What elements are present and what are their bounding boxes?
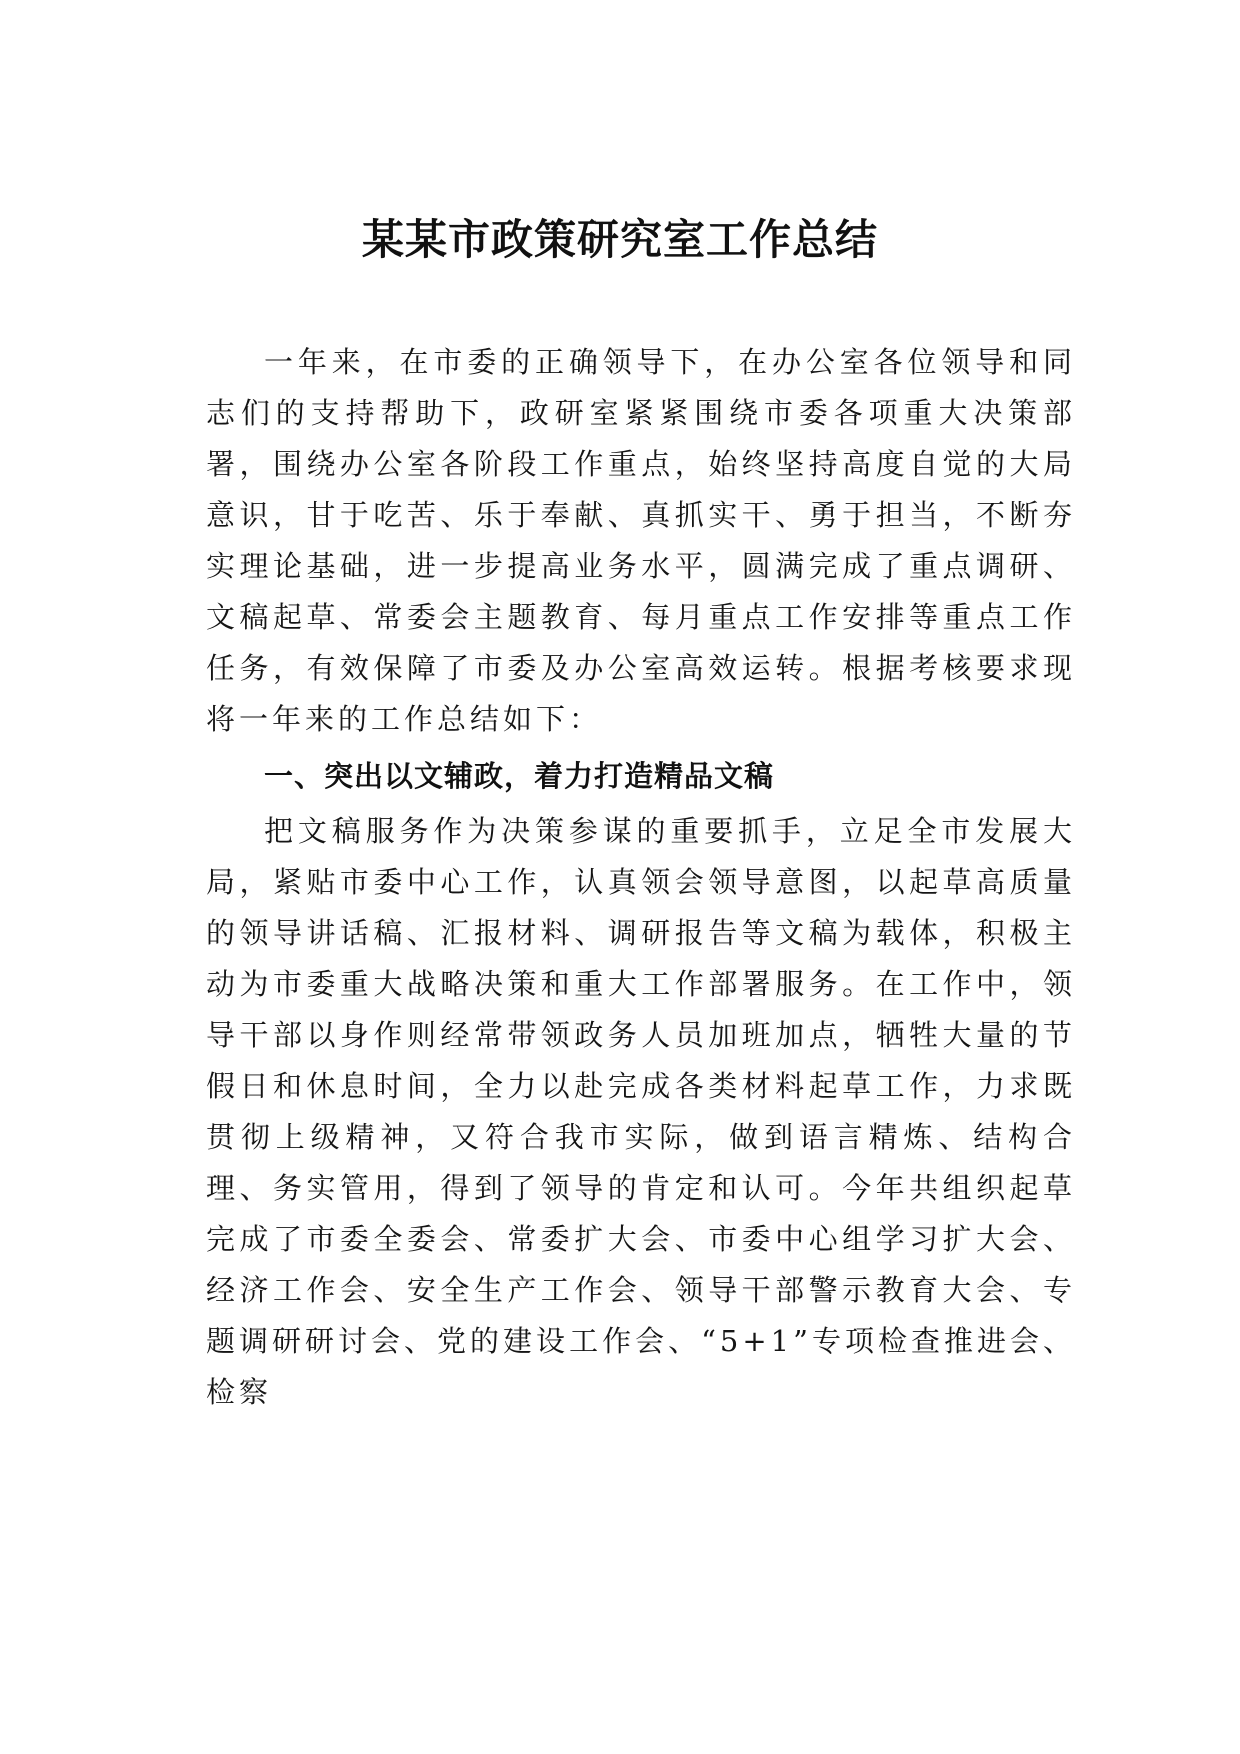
section-1-heading: 一、突出以文辅政，着力打造精品文稿	[264, 759, 775, 793]
document-body	[206, 337, 1076, 1418]
intro-paragraph: 一年来，在市委的正确领导下，在办公室各位领导和同志们的支持帮助下，政研室紧紧围绕市委各项重大决策部署，围绕办公室各阶段工作重点，始终坚持高度自觉的大局意识，甘于吃苦、乐于奉献、真抓实干、勇于担当，不断夯实理论基础，进一步提高业务水平，圆满完成了重点调研、文稿起草、常委会主题教育、每月重点工作安排等重点工作任务，有效保障了市委及办公室高效运转。根据考核要求现将一年来的工作总结如下：	[206, 345, 1076, 736]
section-1-paragraph: 把文稿服务作为决策参谋的重要抓手，立足全市发展大局，紧贴市委中心工作，认真领会领导意图，以起草高质量的领导讲话稿、汇报材料、调研报告等文稿为载体，积极主动为市委重大战略决策和重大工作部署服务。在工作中，领导干部以身作则经常带领政务人员加班加点，牺牲大量的节假日和休息时间，全力以赴完成各类材料起草工作，力求既贯彻上级精神，又符合我市实际，做到语言精炼、结构合理、务实管用，得到了领导的肯定和认可。今年共组织起草完成了市委全委会、常委扩大会、市委中心组学习扩大会、经济工作会、安全生产工作会、领导干部警示教育大会、专题调研研讨会、党的建设工作会、“5+1”专项检查推进会、检察	[206, 814, 1076, 1409]
document-title: 某某市政策研究室工作总结	[361, 215, 878, 264]
